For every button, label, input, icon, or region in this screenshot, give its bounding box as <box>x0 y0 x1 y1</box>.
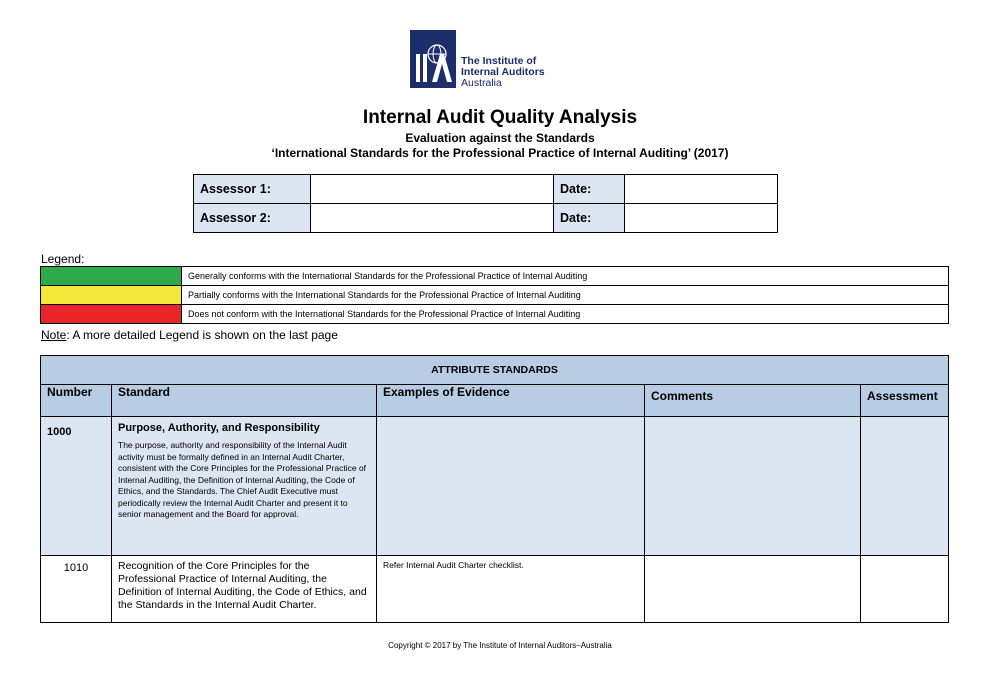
document-subtitle: Evaluation against the Standards <box>405 131 595 145</box>
assessor1-label: Assessor 1: <box>194 175 311 204</box>
assessment-cell[interactable] <box>861 417 949 556</box>
legend-row-partial <box>41 286 949 305</box>
note-text: : A more detailed Legend is shown on the last page <box>66 328 338 342</box>
standard-number: 1010 <box>63 562 89 574</box>
col-standard: Standard <box>112 385 377 417</box>
legend-note <box>41 328 338 342</box>
table-row <box>41 556 949 623</box>
row-standard <box>112 417 377 556</box>
assessor1-field[interactable] <box>311 175 554 204</box>
legend-text-nonconform: Does not conform with the International Standards for the Professional Practice of Internal Auditing <box>182 305 949 324</box>
legend-text-conforms: Generally conforms with the International Standards for the Professional Practice of Internal Auditing <box>182 267 949 286</box>
standard-title: Purpose, Authority, and Responsibility <box>118 422 320 434</box>
date1-label: Date: <box>554 175 625 204</box>
evidence-cell[interactable] <box>377 417 645 556</box>
note-label: Note <box>41 328 67 342</box>
logo-line-2: Internal Auditors <box>461 66 545 78</box>
col-comments: Comments <box>645 385 861 417</box>
iia-logo-mark <box>410 30 456 88</box>
iia-logo-text <box>461 56 545 89</box>
col-assessment: Assessment <box>861 385 949 417</box>
comments-cell[interactable] <box>645 556 861 623</box>
legend-title: Legend: <box>41 252 85 266</box>
iia-logo <box>410 30 550 90</box>
logo-line-3: Australia <box>461 77 502 89</box>
standard-number: 1000 <box>47 426 72 438</box>
table-banner: ATTRIBUTE STANDARDS <box>41 356 949 385</box>
date2-label: Date: <box>554 204 625 233</box>
comments-cell[interactable] <box>645 417 861 556</box>
legend-row-nonconform <box>41 305 949 324</box>
attribute-standards-table <box>40 355 949 623</box>
legend-swatch-green <box>41 267 182 286</box>
col-number: Number <box>41 385 112 417</box>
assessor-table <box>193 174 778 233</box>
evidence-text: Refer Internal Audit Charter checklist. <box>383 560 524 570</box>
evidence-cell[interactable] <box>377 556 645 623</box>
legend-swatch-red <box>41 305 182 324</box>
standard-text: Recognition of the Core Principles for the Professional Practice of Internal Auditing, the Definition of Internal Auditing, the Code of Ethics, and the Standards in the Internal Audit Charter. <box>118 560 367 611</box>
assessor2-field[interactable] <box>311 204 554 233</box>
row-number <box>41 556 112 623</box>
table-row <box>41 417 949 556</box>
assessor2-label: Assessor 2: <box>194 204 311 233</box>
legend-swatch-yellow <box>41 286 182 305</box>
copyright: Copyright © 2017 by The Institute of Internal Auditors–Australia <box>388 641 612 650</box>
document-title: Internal Audit Quality Analysis <box>362 107 638 128</box>
assessment-cell[interactable] <box>861 556 949 623</box>
row-number <box>41 417 112 556</box>
legend-row-conforms <box>41 267 949 286</box>
standard-description: The purpose, authority and responsibility of the Internal Audit activity must be formally defined in an Internal Audit Charter, consistent with the Core Principles for the Professional Practice of Internal Auditing, the Definition of Internal Auditing, the Code of Ethics, and the Standards. The Chief Audit Executive must periodically review the Internal Audit Charter and present it to senior management and the Board for approval. <box>118 440 367 519</box>
globe-icon <box>410 30 456 88</box>
standard-name: ‘International Standards for the Professional Practice of Internal Auditing’ (2017) <box>271 146 729 160</box>
date2-field[interactable] <box>625 204 778 233</box>
logo-line-1: The Institute of <box>461 55 537 67</box>
row-standard <box>112 556 377 623</box>
legend-table <box>40 266 949 324</box>
table-header-row <box>41 385 949 417</box>
legend-text-partial: Partially conforms with the International Standards for the Professional Practice of Internal Auditing <box>182 286 949 305</box>
col-evidence: Examples of Evidence <box>377 385 645 417</box>
date1-field[interactable] <box>625 175 778 204</box>
